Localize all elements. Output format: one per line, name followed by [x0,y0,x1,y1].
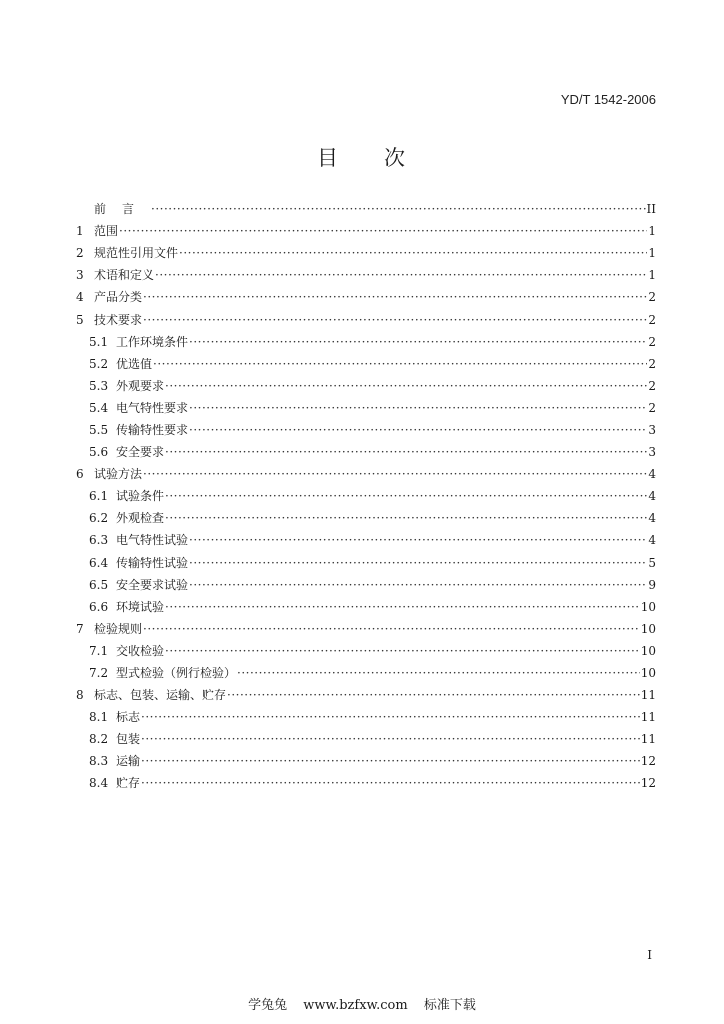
toc-entry-title: 标志、包装、运输、贮存 [94,688,227,703]
toc-entry-page: 4 [648,511,656,526]
toc-leader-dots [189,402,647,414]
toc-entry[interactable] [76,331,656,353]
toc-entry-page: 2 [648,356,656,371]
toc-entry-number: 5.3 [89,378,109,393]
toc-leader-dots [141,755,640,767]
toc-entry-title: 前言 [94,202,151,217]
toc-entry[interactable] [76,485,656,507]
toc-entry-title: 安全要求试验 [116,577,189,592]
toc-entry-number: 3 [76,268,84,283]
toc-leader-dots [189,336,647,348]
toc-entry-number: 4 [76,290,84,305]
toc-entry-page: II [646,202,656,217]
toc-entry-title: 传输特性试验 [116,555,189,570]
standard-code: YD/T 1542-2006 [560,92,656,107]
toc-entry-title: 环境试验 [116,599,165,614]
toc-entry-title: 安全要求 [116,445,165,460]
toc-entry-page: 11 [640,710,656,725]
toc-entry-page: 2 [648,312,656,327]
toc-entry-page: 2 [648,400,656,415]
toc-entry[interactable] [76,728,656,750]
toc-entry-page: 3 [648,422,656,437]
toc-entry-number: 6.6 [89,599,109,614]
toc-leader-dots [189,534,647,546]
toc-leader-dots [143,314,647,326]
toc-entry-number: 6.4 [89,555,109,570]
toc-entry[interactable] [76,706,656,728]
toc-entry-page: 2 [648,290,656,305]
toc-entry[interactable] [76,353,656,375]
toc-entry-page: 11 [640,688,656,703]
toc-entry-number: 5.2 [89,356,109,371]
toc-entry-title: 传输特性要求 [116,422,189,437]
toc-entry[interactable] [76,264,656,286]
toc-entry-title: 试验条件 [116,489,165,504]
toc-entry[interactable] [76,507,656,529]
toc-leader-dots [227,689,640,701]
toc-leader-dots [165,490,647,502]
toc-entry-page: 10 [640,621,656,636]
toc-entry-title: 外观要求 [116,378,165,393]
toc-entry-page: 5 [648,555,656,570]
toc-entry-page: 4 [648,533,656,548]
page-title-char-1: 目 [317,146,340,170]
toc-entry-title: 运输 [116,754,141,769]
toc-entry-title: 规范性引用文件 [94,246,179,261]
table-of-contents [76,198,656,795]
footer-watermark [0,994,724,1013]
toc-entry-number: 6.5 [89,577,109,592]
toc-leader-dots [189,557,647,569]
toc-entry-title: 检验规则 [94,621,143,636]
toc-entry-title: 型式检验（例行检验） [116,666,237,681]
toc-entry-page: 4 [648,489,656,504]
toc-entry-page: 1 [648,224,656,239]
toc-entry-page: 10 [640,599,656,614]
toc-entry-number: 5 [76,312,84,327]
toc-entry[interactable] [76,308,656,330]
toc-entry[interactable] [76,640,656,662]
toc-entry[interactable] [76,220,656,242]
toc-entry-number: 5.6 [89,445,109,460]
toc-leader-dots [119,225,647,237]
toc-entry-title: 术语和定义 [94,268,155,283]
toc-entry-title: 贮存 [116,776,141,791]
toc-entry-number: 6.2 [89,511,109,526]
toc-leader-dots [165,601,640,613]
toc-entry[interactable] [76,375,656,397]
toc-leader-dots [141,733,640,745]
footer-site-name: 学兔兔 [248,998,288,1013]
toc-entry-number: 5.5 [89,422,109,437]
toc-entry-title: 电气特性要求 [116,400,189,415]
page-title-char-2: 次 [384,146,407,170]
toc-entry-title: 优选值 [116,356,153,371]
toc-entry[interactable] [76,441,656,463]
toc-entry-page: 11 [640,732,656,747]
toc-entry[interactable] [76,463,656,485]
toc-entry-title: 电气特性试验 [116,533,189,548]
toc-entry[interactable] [76,662,656,684]
toc-entry[interactable] [76,397,656,419]
toc-entry-page: 4 [648,467,656,482]
toc-leader-dots [141,777,640,789]
toc-entry-title: 产品分类 [94,290,143,305]
toc-entry-number: 8.2 [89,732,109,747]
toc-entry-number: 6.1 [89,489,109,504]
toc-entry-title: 交收检验 [116,643,165,658]
toc-entry[interactable] [76,419,656,441]
page-number: I [647,948,652,962]
toc-leader-dots [165,380,647,392]
toc-leader-dots [189,424,647,436]
toc-entry-number: 7.2 [89,666,109,681]
toc-entry[interactable] [76,684,656,706]
toc-entry-number: 2 [76,246,84,261]
toc-entry-number: 1 [76,224,84,239]
toc-leader-dots [143,623,640,635]
toc-leader-dots [165,446,647,458]
toc-leader-dots [143,291,647,303]
toc-entry-title: 试验方法 [94,467,143,482]
toc-entry-page: 10 [640,643,656,658]
toc-leader-dots [189,579,647,591]
toc-entry-number: 5.4 [89,400,109,415]
toc-entry-number: 8 [76,688,84,703]
toc-entry[interactable] [76,574,656,596]
toc-leader-dots [151,203,646,215]
toc-leader-dots [143,468,647,480]
toc-entry-number: 7 [76,621,84,636]
toc-entry[interactable] [76,596,656,618]
page-title [0,142,724,172]
toc-leader-dots [155,269,647,281]
toc-leader-dots [179,247,647,259]
toc-entry-page: 12 [640,776,656,791]
toc-entry[interactable] [76,286,656,308]
toc-leader-dots [165,645,640,657]
toc-entry-page: 9 [648,577,656,592]
toc-entry-title: 外观检查 [116,511,165,526]
toc-entry-title: 范围 [94,224,119,239]
toc-entry-page: 1 [648,246,656,261]
toc-entry-title: 标志 [116,710,141,725]
toc-entry[interactable] [76,618,656,640]
toc-entry[interactable] [76,750,656,772]
toc-entry-number: 5.1 [89,334,109,349]
footer-tagline: 标准下载 [423,998,476,1013]
toc-entry-number: 8.4 [89,776,109,791]
footer-url[interactable]: www.bzfxw.com [303,998,408,1013]
toc-entry-number: 8.3 [89,754,109,769]
toc-entry-page: 2 [648,334,656,349]
toc-leader-dots [141,711,640,723]
toc-entry-page: 1 [648,268,656,283]
toc-entry-number: 6 [76,467,84,482]
toc-entry-page: 12 [640,754,656,769]
toc-entry-page: 10 [640,666,656,681]
toc-entry[interactable] [76,772,656,794]
toc-entry-number: 7.1 [89,643,109,658]
toc-entry-number: 8.1 [89,710,109,725]
toc-entry-page: 3 [648,445,656,460]
toc-entry[interactable] [76,552,656,574]
toc-entry[interactable] [76,198,656,220]
toc-entry-number: 6.3 [89,533,109,548]
toc-leader-dots [153,358,647,370]
toc-entry-title: 包装 [116,732,141,747]
toc-leader-dots [237,667,640,679]
toc-entry-title: 技术要求 [94,312,143,327]
toc-entry[interactable] [76,242,656,264]
toc-entry-page: 2 [648,378,656,393]
toc-entry[interactable] [76,529,656,551]
toc-leader-dots [165,512,647,524]
toc-entry-title: 工作环境条件 [116,334,189,349]
